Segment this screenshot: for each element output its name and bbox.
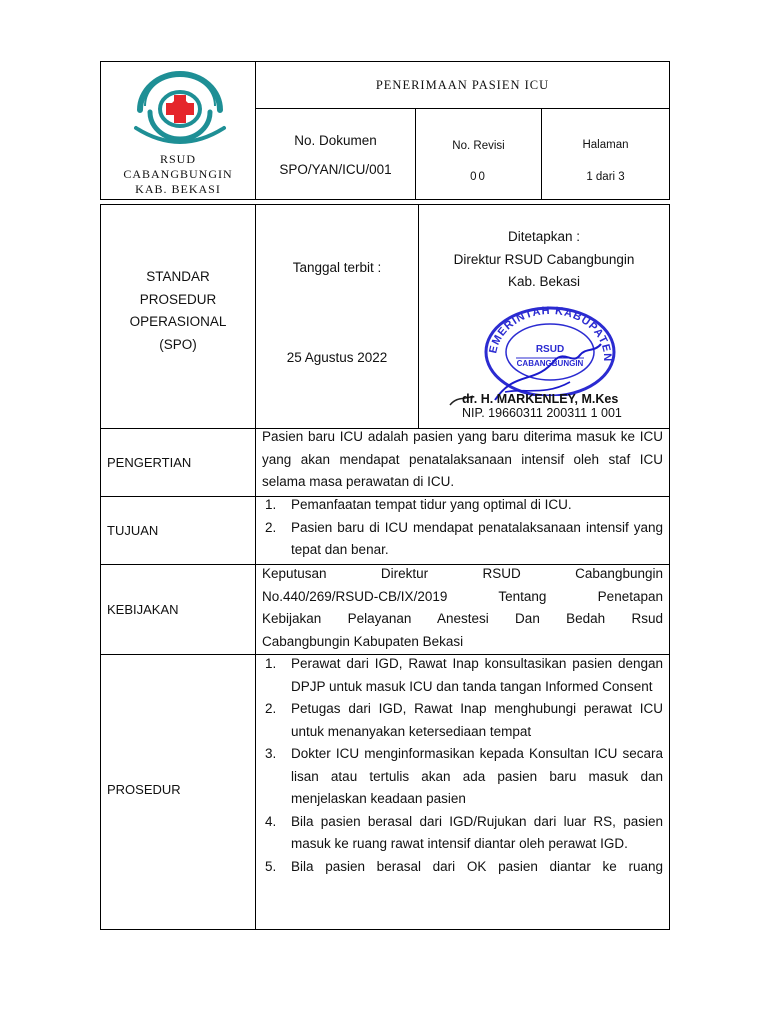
halaman-value: 1 dari 3 <box>586 171 625 183</box>
tujuan-list <box>256 494 670 562</box>
no-revisi-label: No. Revisi <box>452 140 505 152</box>
kebijakan-line: Keputusan Direktur RSUD Cabangbungin <box>262 566 663 581</box>
signer-name: dr. H. MARKENLEY, M.Kes <box>462 392 619 406</box>
list-item <box>262 743 663 811</box>
halaman-cell <box>542 109 669 199</box>
stamp-center-text-1: RSUD <box>535 344 565 355</box>
list-item-text: Petugas dari IGD, Rawat Inap menghubungi perawat ICU untuk menanyakan ketersediaan tempat <box>291 701 663 739</box>
hospital-name <box>101 152 255 197</box>
document-title: PENERIMAAN PASIEN ICU <box>375 77 550 92</box>
list-item <box>262 698 663 743</box>
spo-label-line: PROSEDUR <box>139 291 217 307</box>
list-item <box>262 856 663 879</box>
spo-label-line: STANDAR <box>146 269 210 284</box>
prosedur-label: PROSEDUR <box>107 781 181 797</box>
kebijakan-line: Kebijakan Pelayanan Anestesi Dan Bedah Rsud <box>262 611 663 626</box>
list-item-number: 3. <box>265 746 277 761</box>
list-item-number: 1. <box>265 656 277 671</box>
list-item <box>262 517 663 562</box>
ditetapkan-line: Direktur RSUD Cabangbungin <box>453 251 635 267</box>
list-item <box>262 653 663 698</box>
ditetapkan-line: Ditetapkan : <box>507 229 581 244</box>
spo-label <box>101 266 255 356</box>
hospital-name-line: CABANGBUNGIN <box>123 167 233 181</box>
list-item <box>262 494 663 517</box>
kebijakan-line: Cabangbungin Kabupaten Bekasi <box>262 633 464 649</box>
no-revisi-cell <box>416 109 541 199</box>
halaman-label: Halaman <box>582 139 629 151</box>
hospital-name-line: KAB. BEKASI <box>135 182 221 196</box>
no-revisi-value: 00 <box>470 171 487 183</box>
list-item-text: Perawat dari IGD, Rawat Inap konsultasikan pasien dengan DPJP untuk masuk ICU dan tanda tangan Informed Consent <box>291 656 663 694</box>
list-item-number: 5. <box>265 858 277 874</box>
prosedur-list <box>256 653 670 878</box>
tujuan-label: TUJUAN <box>107 523 159 538</box>
list-item-text: Pasien baru di ICU mendapat penatalaksanaan intensif yang tepat dan benar. <box>291 519 663 557</box>
signer-nip: NIP. 19660311 200311 1 001 <box>462 406 622 420</box>
list-item-text: Bila pasien berasal dari IGD/Rujukan dari luar RS, pasien masuk ke ruang rawat intensif diantar oleh perawat IGD. <box>291 813 663 851</box>
list-item <box>262 811 663 856</box>
kebijakan-text <box>256 563 670 653</box>
stamp-center-text-2: CABANGBUNGIN <box>516 359 584 368</box>
list-item-text: Bila pasien berasal dari OK pasien diantar ke ruang <box>291 858 663 874</box>
hospital-name-line: RSUD <box>159 152 196 166</box>
list-item-number: 1. <box>265 497 277 512</box>
list-item-number: 2. <box>265 701 277 716</box>
kebijakan-label: KEBIJAKAN <box>107 602 179 617</box>
tanggal-terbit-label: Tanggal terbit : <box>292 260 382 275</box>
tanggal-terbit-value: 25 Agustus 2022 <box>286 350 388 365</box>
no-dokumen-value: SPO/YAN/ICU/001 <box>279 162 392 177</box>
stamp-arc-text: EMERINTAH KABUPATEN <box>487 304 614 363</box>
list-item-text: Pemanfaatan tempat tidur yang optimal di ICU. <box>291 497 572 512</box>
no-dokumen-cell <box>256 109 415 199</box>
spo-label-line: (SPO) <box>159 336 197 352</box>
list-item-number: 2. <box>265 519 277 535</box>
list-item-number: 4. <box>265 813 277 829</box>
no-dokumen-label: No. Dokumen <box>294 133 377 148</box>
pengertian-label: PENGERTIAN <box>107 455 192 470</box>
spo-label-line: OPERASIONAL <box>129 314 227 329</box>
list-item-text: Dokter ICU menginformasikan kepada Konsultan ICU secara lisan atau tertulis akan ada pasien baru masuk dan menjelaskan keadaan pasien <box>291 746 663 806</box>
hospital-logo <box>128 66 232 156</box>
ditetapkan-block <box>419 226 669 294</box>
pengertian-text: Pasien baru ICU adalah pasien yang baru diterima masuk ke ICU yang akan mendapat penatalaksanaan intensif oleh staf ICU selama masa perawatan di ICU. <box>262 429 663 489</box>
ditetapkan-line: Kab. Bekasi <box>507 274 581 289</box>
kebijakan-line: No.440/269/RSUD-CB/IX/2019 Tentang Penetapan <box>262 588 663 604</box>
